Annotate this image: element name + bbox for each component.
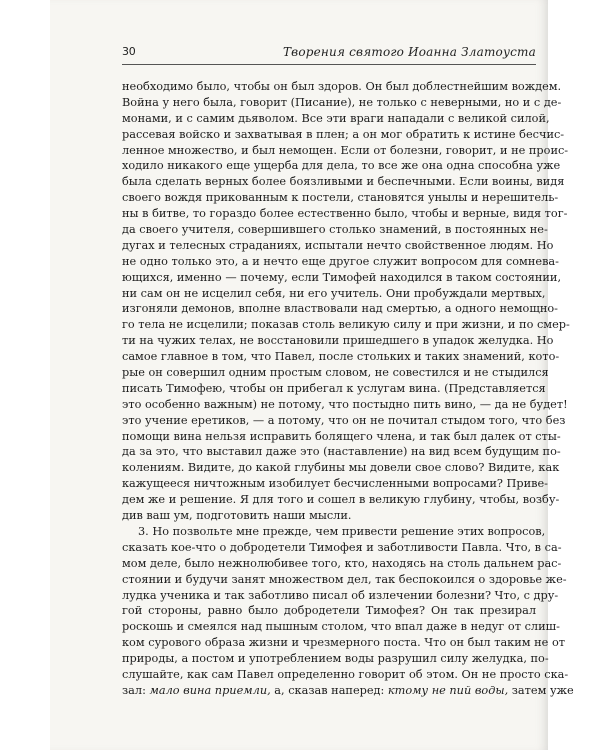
text-line: дугах и телесных страданиях, испытали нечто свойственное людям. Но xyxy=(122,238,554,252)
text-line: ны в битве, то гораздо более естественно было, чтобы и верные, видя тог- xyxy=(122,207,568,221)
book-page xyxy=(50,0,574,750)
text-line: ком сурового образа жизни и чрезмерного поста. Что он был таким не от xyxy=(122,636,566,650)
text-line: ходило никакого еще ущерба для дела, то все же она одна способна уже xyxy=(122,159,561,173)
scripture-quote: ктому не пий воды, xyxy=(387,683,509,697)
text-line-paragraph-end: див ваш ум, подготовить наши мысли. xyxy=(122,509,352,523)
text-line: кажущееся ничтожным изобилует бесчисленными вопросами? Приве- xyxy=(122,477,548,491)
body-text xyxy=(122,79,574,699)
text-line-paragraph-start: 3. Но позвольте мне прежде, чем привести решение этих вопросов, xyxy=(138,524,546,538)
text-line: стоянии и будучи занят множеством дел, так беспокоился о здоровье же- xyxy=(122,572,567,586)
text-line: колениям. Видите, до какой глубины мы довели свое слово? Видите, как xyxy=(122,461,560,475)
text-line: роскошь и смеялся над пышным столом, что впал даже в недуг от слиш- xyxy=(122,620,560,634)
text-line: лудка ученика и так заботливо писал об излечении болезни? Что, с дру- xyxy=(122,588,559,602)
text-line: го тела не исцелили; показав столь великую силу и при жизни, и по смер- xyxy=(122,318,570,332)
text-line: необходимо было, чтобы он был здоров. Он был доблестнейшим вождем. xyxy=(122,80,562,93)
text-line: самое главное в том, что Павел, после стольких и таких знамений, кото- xyxy=(122,350,560,364)
text-line: гой стороны, равно было добродетели Тимофея? Он так презирал xyxy=(122,604,536,618)
text-line: рые он совершил одним простым словом, не совестился и не стыдился xyxy=(122,366,549,380)
text-fragment: а, сказав наперед: xyxy=(270,683,388,697)
text-line: мом деле, было нежнолюбивее того, кто, находясь на столь дальнем рас- xyxy=(122,556,562,570)
text-line: ни сам он не исцелил себя, ни его учитель. Они пробуждали мертвых, xyxy=(122,286,546,300)
text-line: своего вождя прикованным к постели, становятся унылы и нерешитель- xyxy=(122,191,559,205)
text-fragment: затем уже xyxy=(508,683,574,697)
page-header xyxy=(122,40,536,65)
text-line: ленное множество, и был немощен. Если от болезни, говорит, и не проис- xyxy=(122,143,569,157)
text-line: не одно только это, а и нечто еще другое служит вопросом для сомнева- xyxy=(122,254,559,268)
text-line: была сделать верных более боязливыми и беспечными. Если воины, видя xyxy=(122,175,565,189)
text-line: монами, и с самим дьяволом. Все эти враги нападали с великой силой, xyxy=(122,111,550,125)
text-line: ти на чужих телах, не восстановили пришедшего в упадок желудка. Но xyxy=(122,334,554,348)
text-line: дем же и решение. Я для того и сошел в великую глубину, чтобы, возбу- xyxy=(122,493,560,507)
text-line: да своего учителя, совершившего столько знамений, в постоянных не- xyxy=(122,223,548,237)
text-line: ющихся, именно — почему, если Тимофей находился в таком состоянии, xyxy=(122,270,562,284)
page-number: 30 xyxy=(122,45,136,58)
text-line: сказать кое-что о добродетели Тимофея и заботливости Павла. Что, в са- xyxy=(122,540,562,554)
text-line-with-quotes xyxy=(122,683,574,699)
text-line: природы, а постом и употреблением воды разрушил силу желудка, по- xyxy=(122,652,549,666)
text-fragment: зал: xyxy=(122,683,150,697)
text-line: это особенно важным) не потому, что постыдно пить вино, — да не будет! xyxy=(122,397,568,411)
running-title: Творения святого Иоанна Златоуста xyxy=(282,45,536,59)
text-line: изгоняли демонов, вполне властвовали над смертью, а одного немощно- xyxy=(122,302,558,316)
text-line: Война у него была, говорит (Писание), не только с неверными, но и с де- xyxy=(122,95,562,109)
text-line: помощи вина нельзя исправить болящего члена, и так был далек от сты- xyxy=(122,429,561,443)
text-line: это учение еретиков, — а потому, что он не почитал стыдом того, что без xyxy=(122,413,566,427)
text-line: слушайте, как сам Павел определенно говорит об этом. Он не просто ска- xyxy=(122,667,569,681)
scripture-quote: мало вина приемли, xyxy=(149,683,271,697)
text-line: рассевая войско и захватывая в плен; а он мог обратить к истине бесчис- xyxy=(122,127,565,141)
text-line: да за это, что выставил даже это (наставление) на вид всем будущим по- xyxy=(122,445,561,459)
text-line: писать Тимофею, чтобы он прибегал к услугам вина. (Представляется xyxy=(122,381,546,395)
